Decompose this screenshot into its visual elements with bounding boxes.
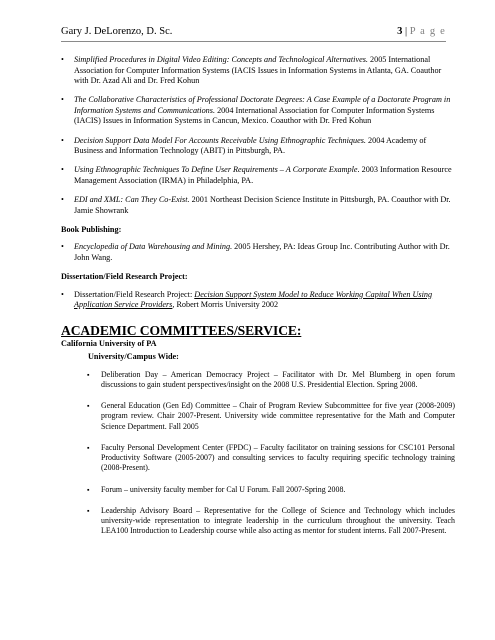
bullet-icon: • [61,165,64,175]
list-item [61,136,455,157]
bullet-icon: • [61,135,64,145]
page-number: 3 [397,26,403,37]
book-details: 2005 Hershey, PA: Ideas Group Inc. Contributing Author with Dr. John Wang. [74,242,450,262]
square-bullet-icon: ▪ [87,485,90,494]
dissertation-list [61,290,455,311]
service-text: Leadership Advisory Board – Representative for the College of Science and Technology which includes university-wide representation to integrate leadership in the curriculum throughout the university. Teach LEA100 Introduction to Leadership course while also acting as mentor for student interns. Fall 2007-Present. [101,505,455,536]
publication-title: Simplified Procedures in Digital Video Editing: Concepts and Technological Alternatives. [74,55,368,64]
publication-details: 2004 Academy of Business and Information Technology (ABIT) in Pittsburgh, PA. [74,135,427,156]
publication-details: 2004 International Association for Computer Information Systems (IACIS) Issues in Information Systems in Cancun, Mexico. Coauthor with Dr. Fred Kohun [74,105,435,126]
publication-title: Using Ethnographic Techniques To Define User Requirements – A Corporate Example [74,165,358,175]
service-text: Faculty Personal Development Center (FPDC) – Faculty facilitator on training sessions for CSC101 Personal Productivity Software (2005-2007) and consulting services to faculty requiring specific technology training (2008-Present). [101,442,455,473]
page-label: P a g e [409,26,446,37]
dissertation-title: Decision Support System Model to Reduce Working Capital When Using Application Service Providers [74,289,433,310]
list-item [61,401,455,432]
publication-title: EDI and XML: Can They Co-Exist. [74,194,190,204]
book-publishing-heading: Book Publishing: [61,224,122,234]
bullet-icon: • [61,55,64,64]
committees-heading: ACADEMIC COMMITTEES/SERVICE: [61,322,302,338]
service-text: Deliberation Day – American Democracy Project – Facilitator with Dr. Mel Blumberg in open forum discussions to gain student perspectives/insight on the 2008 U.S. Presidential Election. Spring 2008. [101,369,455,390]
service-text: Forum – university faculty member for Cal U Forum. Fall 2007-Spring 2008. [101,484,346,494]
page-header [61,23,446,42]
dissertation-heading: Dissertation/Field Research Project: [61,271,188,281]
bullet-icon: • [61,194,64,204]
publication-details: . 2003 Information Resource Management Association (IRMA) in Philadelphia, PA. [74,165,452,185]
publication-title: Decision Support Data Model For Accounts Receivable Using Ethnographic Techniques. [74,135,366,145]
book-title: Encyclopedia of Data Warehousing and Mining. [74,242,233,252]
publication-details: 2001 Northeast Decision Science Institute in Pittsburgh, PA. Coauthor with Dr. Jamie Showrank [74,194,451,215]
square-bullet-icon: ▪ [87,443,90,452]
publication-title: The Collaborative Characteristics of Professional Doctorate Degrees: A Case Example of a Doctorate Program in Information Systems and Communications. [74,95,451,115]
page-separator: | [404,26,408,37]
bullet-icon: • [61,242,64,252]
list-item [61,55,455,87]
publication-list [61,55,455,216]
header-page-number [397,26,446,37]
list-item [61,443,455,474]
list-item [61,95,455,127]
bullet-icon: • [61,289,64,299]
service-list [61,370,455,536]
square-bullet-icon: ▪ [87,402,90,411]
list-item [61,370,455,390]
dissertation-details: , Robert Morris University 2002 [172,300,279,310]
service-text: General Education (Gen Ed) Committee – Chair of Program Review Subcommittee for five year (2008-2009) program review. Chair 2007-Present. University wide committee representative for the Math and Computer Science Department. Fall 2005 [101,401,455,431]
publication-details: 2005 International Association for Computer Information Systems (IACIS Issues in Information Systems in Atlanta, GA. Coauthor with Dr. Azad Ali and Dr. Fred Kohun [74,55,442,86]
list-item [61,165,455,186]
list-item [61,485,455,495]
campus-wide-heading: University/Campus Wide: [88,352,179,362]
list-item [61,290,455,311]
square-bullet-icon: ▪ [87,506,90,515]
list-item [61,195,455,216]
list-item [61,506,455,537]
dissertation-prefix: Dissertation/Field Research Project: [74,289,195,299]
header-author: Gary J. DeLorenzo, D. Sc. [61,26,173,37]
book-list [61,242,455,263]
square-bullet-icon: ▪ [87,370,90,379]
list-item [61,242,455,263]
university-name: California University of PA [61,338,157,348]
bullet-icon: • [61,95,64,105]
page-content [61,55,455,547]
